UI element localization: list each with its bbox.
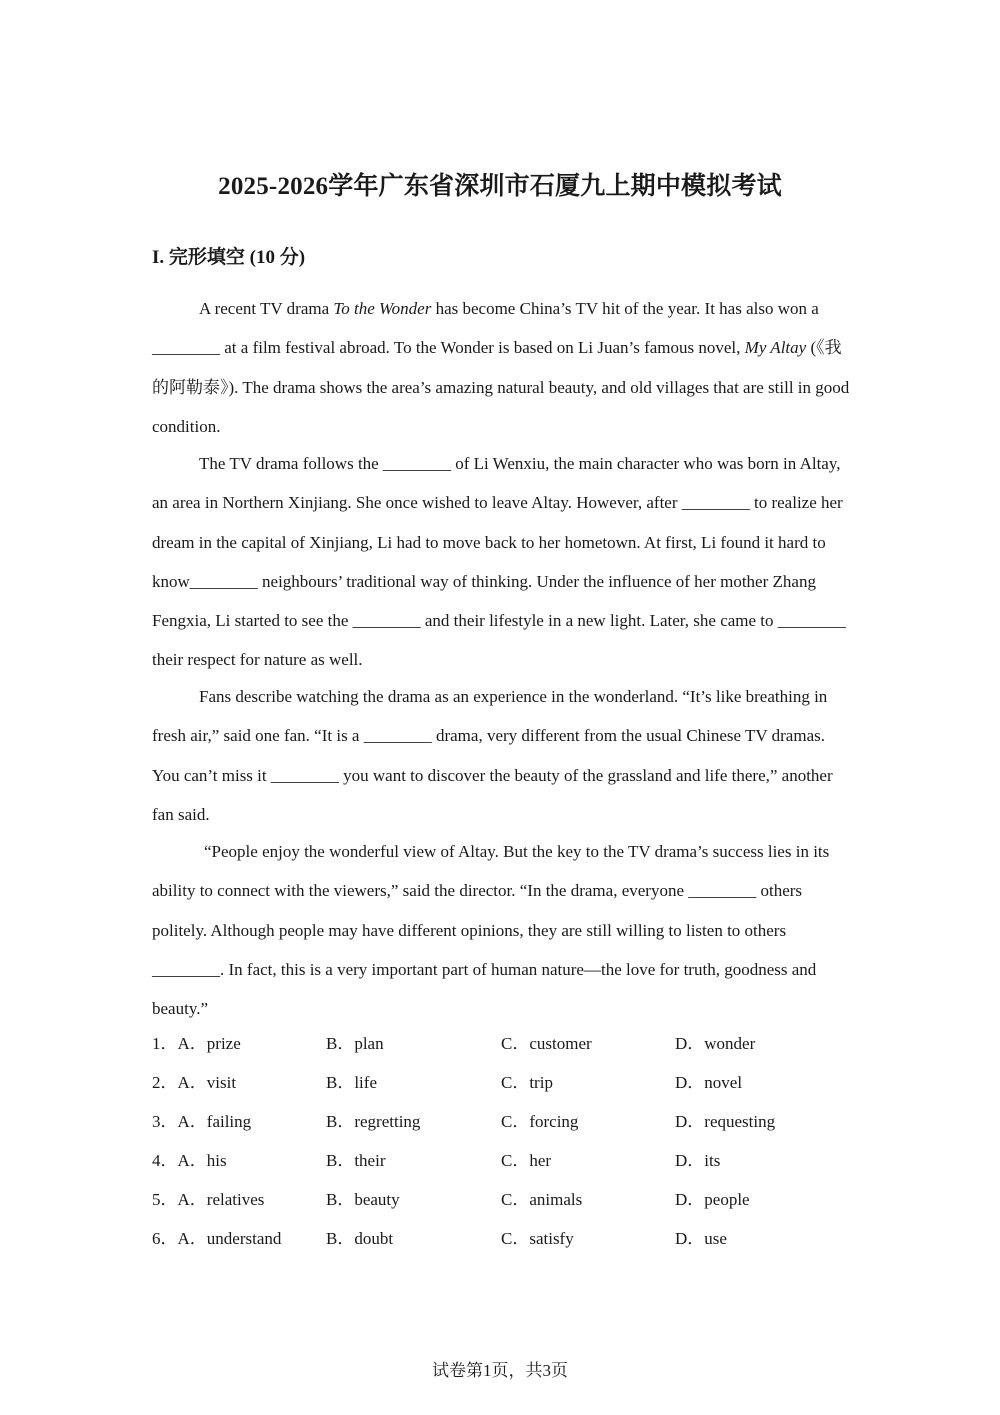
question-option-d: D．novel [675,1073,743,1093]
question-option-b: B．doubt [326,1229,394,1249]
question-option-b: B．plan [326,1034,384,1053]
passage-text: A recent TV drama [199,299,334,318]
question-option-b: B．regretting [326,1112,421,1132]
novel-title: My Altay [744,338,807,358]
page-title: 2025-2026学年广东省深圳市石厦九上期中模拟考试 [218,173,782,200]
question-option-c: C．forcing [501,1112,579,1132]
page-footer: 试卷第1页，共3页 [432,1361,568,1380]
section-heading: I. 完形填空 (10 分) [152,247,306,268]
question-number: 6． [152,1229,178,1249]
question-number: 3． [152,1112,178,1132]
question-option-a: 3．A．failing [152,1112,252,1132]
question-option-a: 5．A．relatives [152,1190,265,1210]
drama-title: To the Wonder [333,299,432,318]
passage-text: “People enjoy the wonderful view of Altay. But the key to the TV drama’s success lies in its ability to connect with the viewers,” said the director. “In the drama, everyone ________ others politely. Although people may have different opinions, they are still willing to listen to others ________. In fact, this is a very important part of human nature—the love for truth, goodness and beauty.” [152,842,830,1019]
question-option-d: D．its [675,1151,721,1171]
passage-paragraph-3 [152,677,852,834]
question-number: 1． [152,1034,178,1053]
question-options [152,1028,852,1263]
question-number: 2． [152,1073,178,1093]
question-number: 4． [152,1151,178,1171]
question-option-a: 1．A．prize [152,1034,241,1053]
question-row [152,1028,852,1067]
question-option-c: C．trip [501,1073,553,1093]
question-option-a: 2．A．visit [152,1073,237,1093]
passage-paragraph-2 [152,444,852,680]
question-option-b: B．life [326,1073,377,1093]
question-row [152,1184,852,1223]
question-option-d: D．wonder [675,1034,756,1053]
question-option-b: B．beauty [326,1190,400,1210]
question-row [152,1223,852,1262]
passage-text: Fans describe watching the drama as an experience in the wonderland. “It’s like breathing in fresh air,” said one fan. “It is a ________ drama, very different from the usual Chinese TV dramas. You can’t miss it ________ you want to discover the beauty of the grassland and life there,” another fan said. [152,687,833,824]
question-row [152,1067,852,1106]
question-option-c: C．her [501,1151,552,1171]
question-option-c: C．customer [501,1034,592,1053]
passage-text: The TV drama follows the ________ of Li Wenxiu, the main character who was born in Altay, an area in Northern Xinjiang. She once wished to leave Altay. However, after ________ to realize her dream in the capital of Xinjiang, Li had to move back to her hometown. At first, Li found it hard to know________ neighbours’ traditional way of thinking. Under the influence of her mother Zhang Fengxia, Li started to see the ________ and their lifestyle in a new light. Later, she came to ________ their respect for nature as well. [152,454,846,670]
question-option-d: D．use [675,1229,727,1249]
question-option-c: C．animals [501,1190,583,1210]
question-row [152,1145,852,1184]
question-option-d: D．people [675,1190,750,1210]
question-option-d: D．requesting [675,1112,776,1132]
question-option-c: C．satisfy [501,1229,574,1249]
passage-paragraph-1 [152,289,852,446]
passage-paragraph-4 [152,832,852,1028]
passage-text: (《我的阿勒泰》). The drama shows the area’s amazing natural beauty, and old villages that are still in good condition. [152,338,850,436]
passage-text: has become China’s TV hit of the year. It has also won a ________ at a film festival abroad. To the Wonder is based on Li Juan’s famous novel, [152,299,819,358]
question-row [152,1106,852,1145]
question-option-b: B．their [326,1151,386,1171]
question-option-a: 6．A．understand [152,1229,282,1249]
question-number: 5． [152,1190,178,1210]
question-option-a: 4．A．his [152,1151,227,1171]
